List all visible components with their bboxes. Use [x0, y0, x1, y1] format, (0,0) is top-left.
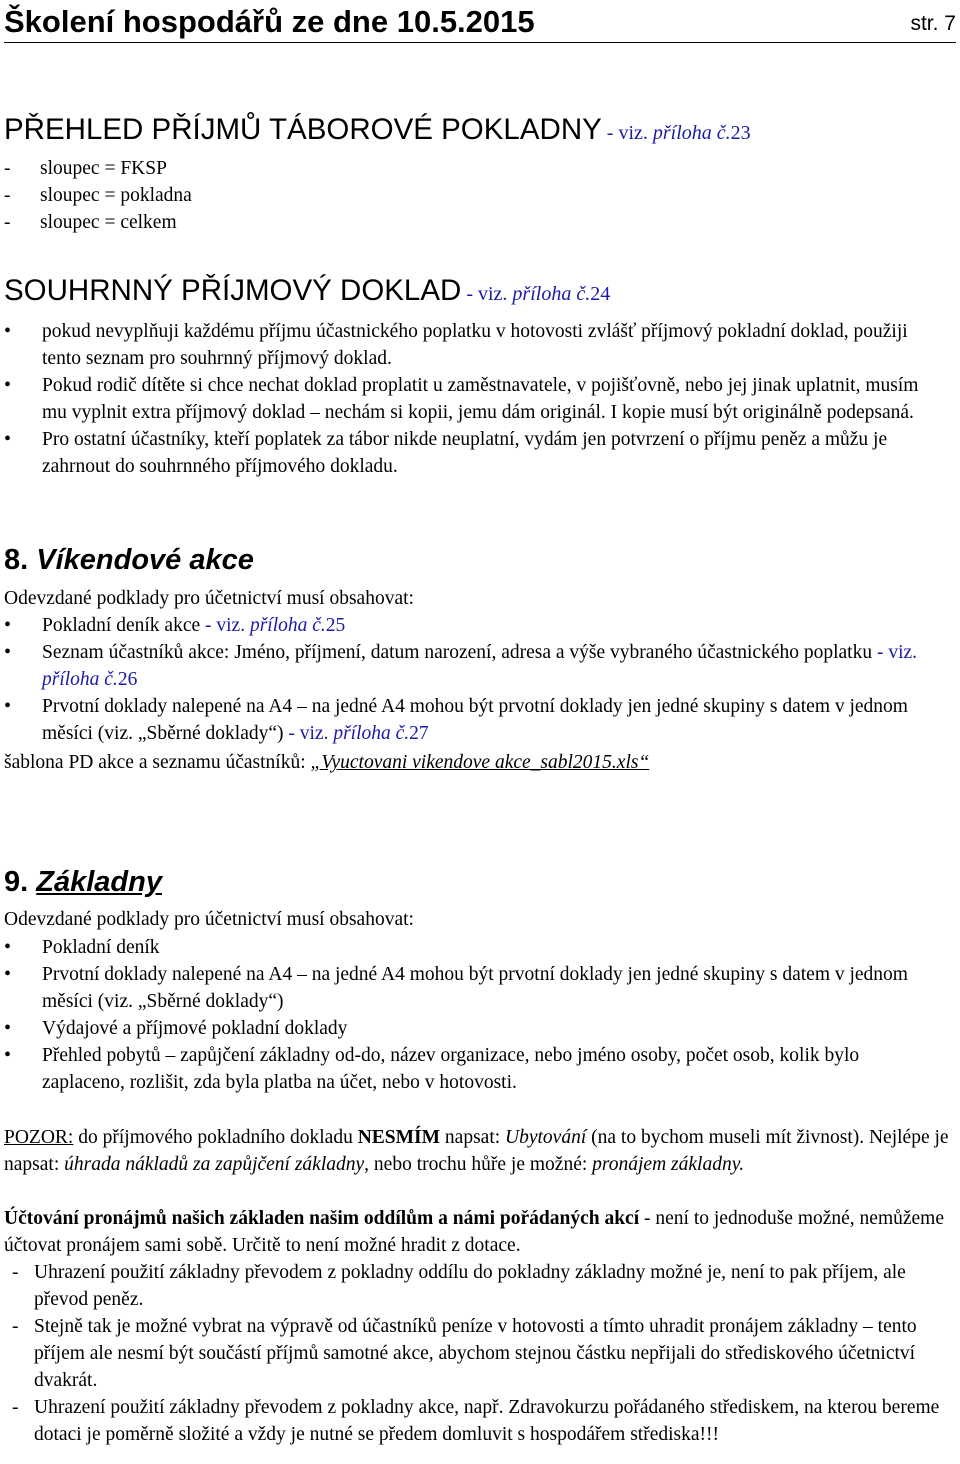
list-item: - Uhrazení použití základny převodem z pokladny akce, např. Zdravokurzu pořádaného střediskem, na kterou bereme dotaci je poměrně složité a vždy je nutné se předem domluvit s hospodářem střediska!!! [12, 1394, 942, 1448]
bullet-icon: • [4, 320, 12, 342]
bullet-icon: • [4, 1044, 12, 1066]
list-item: • Přehled pobytů – zapůjčení základny od-do, název organizace, nebo jméno osoby, počet osob, kolik bylo zaplaceno, rozlišit, zda byla platba na účet, nebo v hotovosti. [4, 1044, 860, 1093]
bullet-list-section-8 [4, 612, 944, 747]
attachment-ref-25[interactable]: - viz. příloha č.25 [200, 615, 346, 636]
list-item: - sloupec = FKSP [4, 155, 944, 182]
section-heading-9: 9. Základny [4, 866, 162, 898]
accounting-paragraph: Účtování pronájmů našich základen našim oddílům a námi pořádaných akcí - není to jednoduše možné, nemůžeme účtovat pronájem sami sobě. Určitě to není možné hradit z dotace. [4, 1208, 944, 1256]
template-file-link[interactable]: „Vyuctovani vikendove akce_sabl2015.xls“ [310, 752, 650, 773]
list-item: - Uhrazení použití základny převodem z pokladny oddílu do pokladny základny možné je, není to pak příjem, ale převod peněz. [12, 1259, 942, 1313]
attachment-ref-24[interactable]: - viz. příloha č.24 [461, 283, 611, 305]
column-list [4, 155, 944, 236]
bullet-icon: • [4, 1017, 12, 1039]
bullet-icon: • [4, 374, 12, 396]
accounting-list [12, 1259, 942, 1448]
template-line: šablona PD akce a seznamu účastníků: „Vyuctovani vikendove akce_sabl2015.xls“ [4, 752, 650, 773]
list-item: • Pokladní deník akce - viz. příloha č.25 [4, 612, 944, 639]
bullet-icon: • [4, 695, 12, 717]
list-item: • Pokladní deník [4, 934, 944, 961]
list-item: - sloupec = pokladna [4, 182, 944, 209]
list-item: - sloupec = celkem [4, 209, 944, 236]
warning-paragraph: POZOR: do příjmového pokladního dokladu NESMÍM napsat: Ubytování (na to bychom museli mít živnost). Nejlépe je napsat: úhrada nákladů za zapůjčení základny, nebo trochu hůře je možné: pronájem základny. [4, 1127, 949, 1175]
attachment-ref-27[interactable]: - viz. příloha č.27 [283, 723, 429, 744]
attachment-ref-23[interactable]: - viz. příloha č.23 [601, 122, 751, 144]
list-item: • pokud nevyplňuji každému příjmu účastnického poplatku v hotovosti zvlášť příjmový pokladní doklad, použiji tento seznam pro souhrnný příjmový doklad. [4, 320, 908, 369]
list-item: • Pro ostatní účastníky, kteří poplatek za tábor nikde neuplatní, vydám jen potvrzení o příjmu peněz a můžu je zahrnout do souhrnného příjmového dokladu. [4, 428, 888, 477]
list-item: • Pokud rodič dítěte si chce nechat doklad proplatit u zaměstnavatele, v pojišťovně, nebo jej jinak uplatnit, musím mu vyplnit extra příjmový doklad – nechám si kopii, jemu dám originál. I kopie musí být originálně podepsaná. [4, 374, 919, 423]
list-item: • Prvotní doklady nalepené na A4 – na jedné A4 mohou být prvotní doklady jen jedné skupiny s datem v jednom měsíci (viz. „Sběrné doklady“) [4, 963, 908, 1012]
bullet-icon: • [4, 963, 12, 985]
bullet-list-souhrnny [4, 318, 944, 480]
list-item: • Prvotní doklady nalepené na A4 – na jedné A4 mohou být prvotní doklady jen jedné skupiny s datem v jednom měsíci (viz. „Sběrné doklady“) - viz. příloha č.27 [4, 695, 908, 744]
section-heading-prijmy [4, 112, 751, 151]
section-heading-text: SOUHRNNÝ PŘÍJMOVÝ DOKLAD [4, 274, 462, 307]
list-item: • Seznam účastníků akce: Jméno, příjmení, datum narození, adresa a výše vybraného účastnického poplatku - viz. příloha č.26 [4, 641, 918, 690]
document-title: Školení hospodářů ze dne 10.5.2015 [4, 4, 535, 39]
page-header [4, 2, 956, 43]
section-8-intro: Odevzdané podklady pro účetnictví musí obsahovat: [4, 588, 414, 609]
section-9-intro: Odevzdané podklady pro účetnictví musí obsahovat: [4, 909, 414, 930]
bullet-icon: • [4, 641, 12, 663]
warning-label: POZOR: [4, 1127, 74, 1148]
page-number: str. 7 [910, 12, 956, 35]
bullet-icon: • [4, 936, 12, 958]
accounting-heading: Účtování pronájmů našich základen našim oddílům a námi pořádaných akcí [4, 1208, 640, 1229]
section-heading-8: 8. Víkendové akce [4, 544, 254, 576]
bullet-list-section-9 [4, 934, 944, 1096]
attachment-ref-26[interactable]: - viz. příloha č.26 [42, 642, 918, 690]
bullet-icon: • [4, 614, 12, 636]
bullet-icon: • [4, 428, 12, 450]
section-heading-souhrnny [4, 273, 610, 312]
section-heading-text: PŘEHLED PŘÍJMŮ TÁBOROVÉ POKLADNY [4, 113, 602, 146]
list-item: - Stejně tak je možné vybrat na výpravě od účastníků peníze v hotovosti a tímto uhradit pronájem základny – tento příjem ale nesmí být součástí příjmů samotné akce, abychom stejnou částku nepřijali do střediskového účetnictví dvakrát. [12, 1313, 942, 1394]
list-item: • Výdajové a příjmové pokladní doklady [4, 1015, 944, 1042]
